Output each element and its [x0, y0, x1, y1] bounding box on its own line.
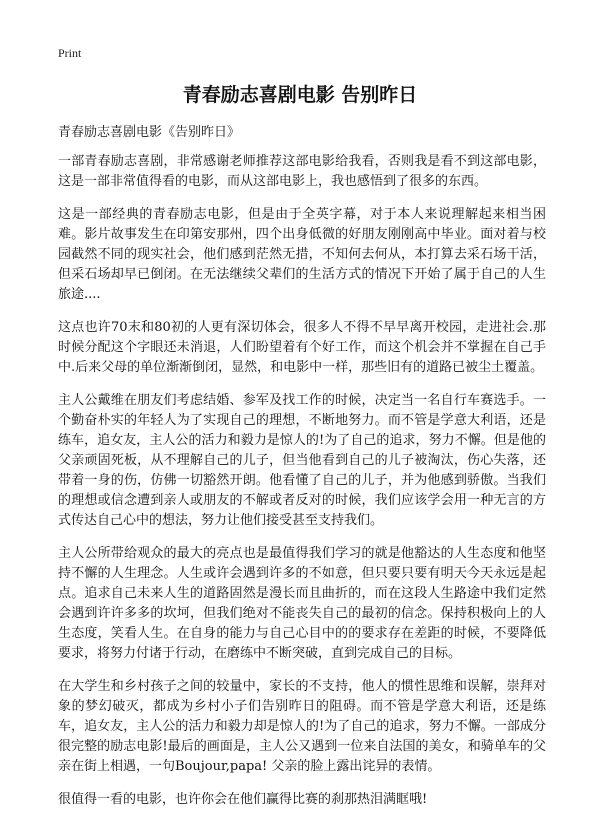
- paragraph: 一部青春励志喜剧，非常感谢老师推荐这部电影给我看，否则我是看不到这部电影，这是一部非常值得看的电影，而从这部电影上，我也感悟到了很多的东西。: [58, 154, 546, 189]
- page-title: 青春励志喜剧电影 告别昨日: [182, 84, 418, 106]
- article-body: [58, 152, 546, 823]
- print-link[interactable]: Print: [58, 46, 82, 60]
- paragraph: 在大学生和乡村孩子之间的较量中，家长的不支持，他人的惯性思维和误解，崇拜对象的梦幻破灭，都成为乡村小子们告别昨日的阻碍。而不管是学意大利语，还是练车，追女友，主人公的活力和毅力却是惊人的!为了自己的追求，努力不懈。一部成分很完整的励志电影!最后的画面是，主人公又遇到一位来自法国的美女，和骑单车的父亲在街上相遇，一句Boujour,papa! 父亲的脸上露出诧异的表情。: [58, 679, 546, 774]
- paragraph: 很值得一看的电影，也许你会在他们赢得比赛的刹那热泪满眶哦!: [58, 792, 428, 807]
- article-subtitle: 青春励志喜剧电影《告别昨日》: [58, 125, 241, 140]
- paragraph: 主人公所带给观众的最大的亮点也是最值得我们学习的就是他豁达的人生态度和他坚持不懈的人生理念。人生或许会遇到许多的不如意，但只要只要有明天今天永远是起点。追求自己未来人生的道路固然是漫长而且曲折的，而在这段人生路途中我们定然会遇到许许多多的坎坷，但我们绝对不能丧失自己的最初的信念。保持积极向上的人生态度，笑看人生。在自身的能力与自己心目中的的要求存在差距的时候，不要降低要求，将努力付诸于行动，在磨练中不断突破，直到完成自己的目标。: [58, 546, 546, 661]
- paragraph: 这是一部经典的青春励志电影，但是由于全英字幕，对于本人来说理解起来相当困难。影片故事发生在印第安那州，四个出身低微的好朋友刚刚高中毕业。面对着与校园截然不同的现实社会，他们感到茫然无措，不知何去何从，本打算去采石场干活，但采石场却早已倒闭。在无法继续父辈们的生活方式的情况下开始了属于自己的人生旅途....: [58, 207, 546, 302]
- paragraph: 主人公戴维在朋友们考虑结婚、参军及找工作的时候，决定当一名自行车赛选手。一个勤奋朴实的年轻人为了实现自己的理想，不断地努力。而不管是学意大利语，还是练车，追女友，主人公的活力和毅力是惊人的!为了自己的追求，努力不懈。但是他的父亲顽固死板，从不理解自己的儿子，但当他看到自己的儿子被淘汰，伤心失落，还带着一身的伤，仿佛一切豁然开朗。他看懂了自己的儿子，并为他感到骄傲。当我们的理想或信念遭到亲人或朋友的不解或者反对的时候，我们应该学会用一种无言的方式传达自己心中的想法，努力让他们接受甚至支持我们。: [58, 393, 546, 528]
- paragraph: 这点也许70末和80初的人更有深切体会，很多人不得不早早离开校园，走进社会.那时候分配这个字眼还未消退，人们盼望着有个好工作，而这个机会并不掌握在自己手中.后来父母的单位渐渐倒闭，显然，和电影中一样，那些旧有的道路已被尘土覆盖。: [58, 320, 546, 375]
